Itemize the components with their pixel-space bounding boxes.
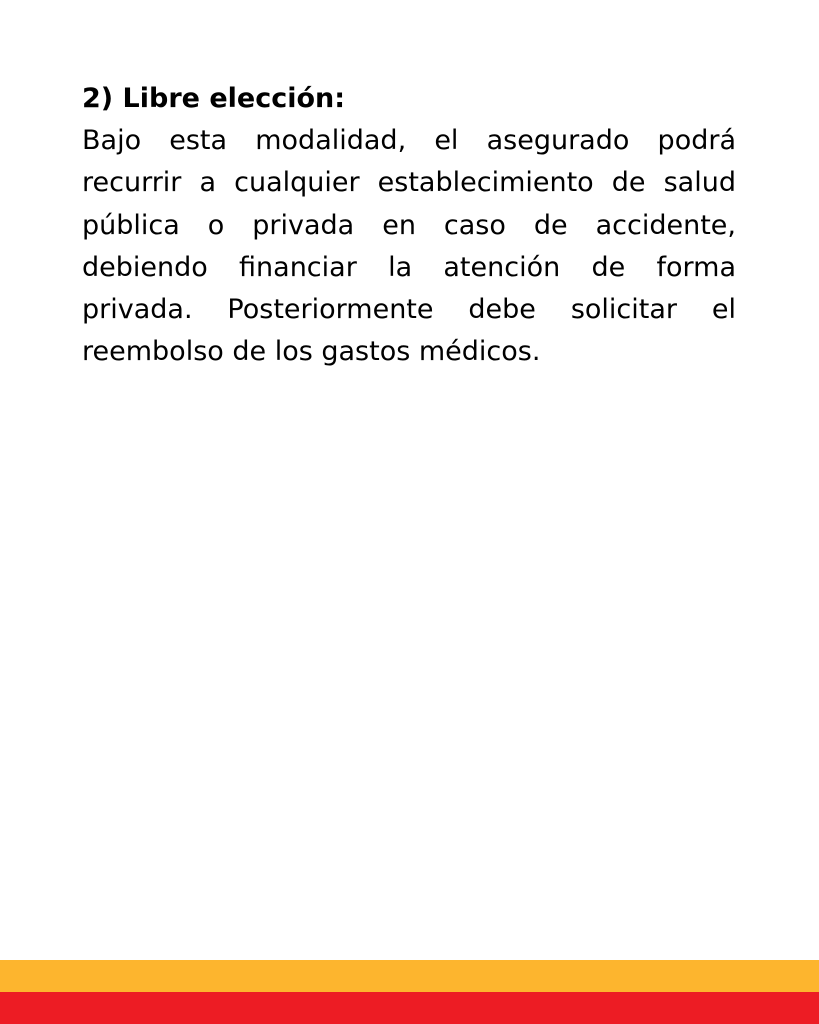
section-heading: 2) Libre elección: [82,83,346,114]
footer-stripe-yellow [0,960,819,992]
section-body-text: Bajo esta modalidad, el asegurado podrá recurrir a cualquier establecimiento de salud pública o privada en caso de accidente, debiendo financiar la atención de forma privada. Posteriormente debe solicitar el reembolso de los gastos médicos. [82,125,736,368]
footer-stripe-red [0,992,819,1024]
content-block [82,78,736,374]
